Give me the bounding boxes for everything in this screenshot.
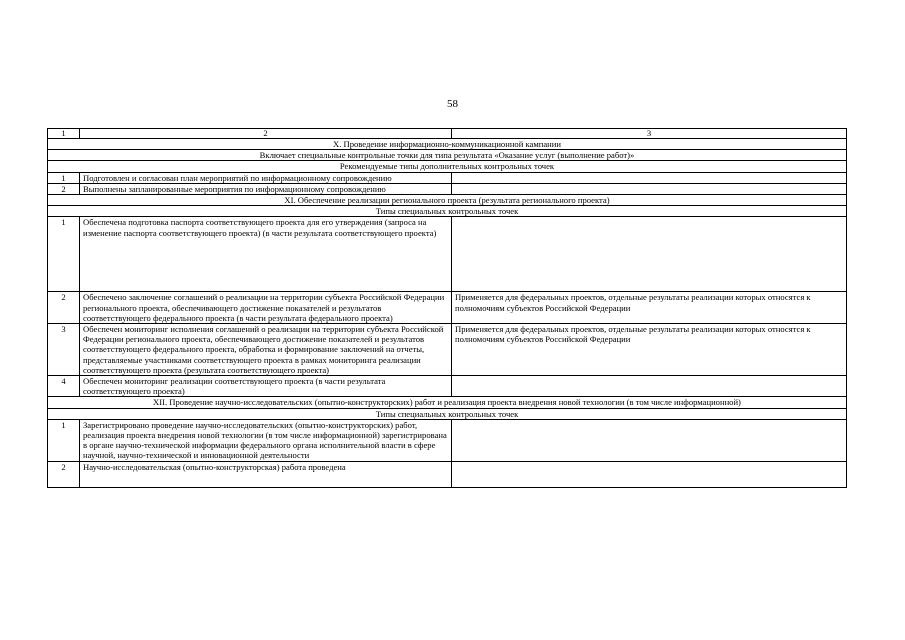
- row-note: [452, 183, 847, 194]
- row-number: 2: [48, 183, 80, 194]
- header-col-3: 3: [452, 129, 847, 139]
- row-text: Обеспечен мониторинг реализации соответствующего проекта (в части результата соответствующего проекта): [80, 376, 452, 397]
- section-title-row: [48, 195, 847, 206]
- header-col-1: 1: [48, 129, 80, 139]
- row-number: 3: [48, 324, 80, 376]
- table-row: [48, 461, 847, 487]
- group-title-row: [48, 206, 847, 217]
- group-title-row: [48, 408, 847, 419]
- row-note: [452, 172, 847, 183]
- section-title-row: [48, 397, 847, 408]
- group-title-row: [48, 161, 847, 172]
- section-title: X. Проведение информационно-коммуникационной кампании: [48, 139, 847, 150]
- table-row: [48, 172, 847, 183]
- table-row: [48, 292, 847, 324]
- row-number: 4: [48, 376, 80, 397]
- row-text: Обеспечено заключение соглашений о реализации на территории субъекта Российской Федерации регионального проекта, обеспечивающего достижение показателей и результатов соответствующего федерального проекта (в части результата федерального проекта): [80, 292, 452, 324]
- table-header-row: [48, 129, 847, 139]
- row-note: Применяется для федеральных проектов, отдельные результаты реализации которых относятся к полномочиям субъектов Российской Федерации: [452, 324, 847, 376]
- section-title: XI. Обеспечение реализации регионального проекта (результата регионального проекта): [48, 195, 847, 206]
- row-text: Обеспечена подготовка паспорта соответствующего проекта для его утверждения (запроса на изменение паспорта соответствующего проекта) (в части результата соответствующего проекта): [80, 217, 452, 292]
- page-number: 58: [447, 98, 458, 110]
- row-text: Зарегистрировано проведение научно-исследовательских (опытно-конструкторских) работ, реализация проекта внедрения новой технологии (в том числе информационной) зарегистрирована в органе научно-технической информации федерального органа исполнительной власти в сфере научной, научно-технической и инновационной деятельности: [80, 419, 452, 461]
- section-title-row: [48, 139, 847, 150]
- row-text: Выполнены запланированные мероприятия по информационному сопровождению: [80, 183, 452, 194]
- row-note: [452, 419, 847, 461]
- table-row: [48, 376, 847, 397]
- section-subtitle: Включает специальные контрольные точки для типа результата «Оказание услуг (выполнение работ)»: [48, 150, 847, 161]
- row-note: [452, 461, 847, 487]
- row-text: Обеспечен мониторинг исполнения соглашений о реализации на территории субъекта Российской Федерации регионального проекта, обеспечивающего достижение показателей и результатов соответствующего федерального проекта, обработка и формирование заключений на отчеты, представляемые участниками соответствующего проекта в рамках мониторинга реализации соответствующего проекта (результата соответствующего проекта): [80, 324, 452, 376]
- row-note: Применяется для федеральных проектов, отдельные результаты реализации которых относятся к полномочиям субъектов Российской Федерации: [452, 292, 847, 324]
- section-subtitle-row: [48, 150, 847, 161]
- table-row: [48, 419, 847, 461]
- control-points-table: [47, 128, 847, 488]
- row-text: Подготовлен и согласован план мероприятий по информационному сопровождению: [80, 172, 452, 183]
- row-number: 1: [48, 217, 80, 292]
- row-number: 1: [48, 419, 80, 461]
- section-title: XII. Проведение научно-исследовательских (опытно-конструкторских) работ и реализация проекта внедрения новой технологии (в том числе информационной): [48, 397, 847, 408]
- header-col-2: 2: [80, 129, 452, 139]
- group-title: Рекомендуемые типы дополнительных контрольных точек: [48, 161, 847, 172]
- table-row: [48, 183, 847, 194]
- table-row: [48, 217, 847, 292]
- row-number: 2: [48, 461, 80, 487]
- group-title: Типы специальных контрольных точек: [48, 206, 847, 217]
- row-note: [452, 376, 847, 397]
- row-number: 2: [48, 292, 80, 324]
- table-row: [48, 324, 847, 376]
- row-note: [452, 217, 847, 292]
- row-text: Научно-исследовательская (опытно-конструкторская) работа проведена: [80, 461, 452, 487]
- row-number: 1: [48, 172, 80, 183]
- group-title: Типы специальных контрольных точек: [48, 408, 847, 419]
